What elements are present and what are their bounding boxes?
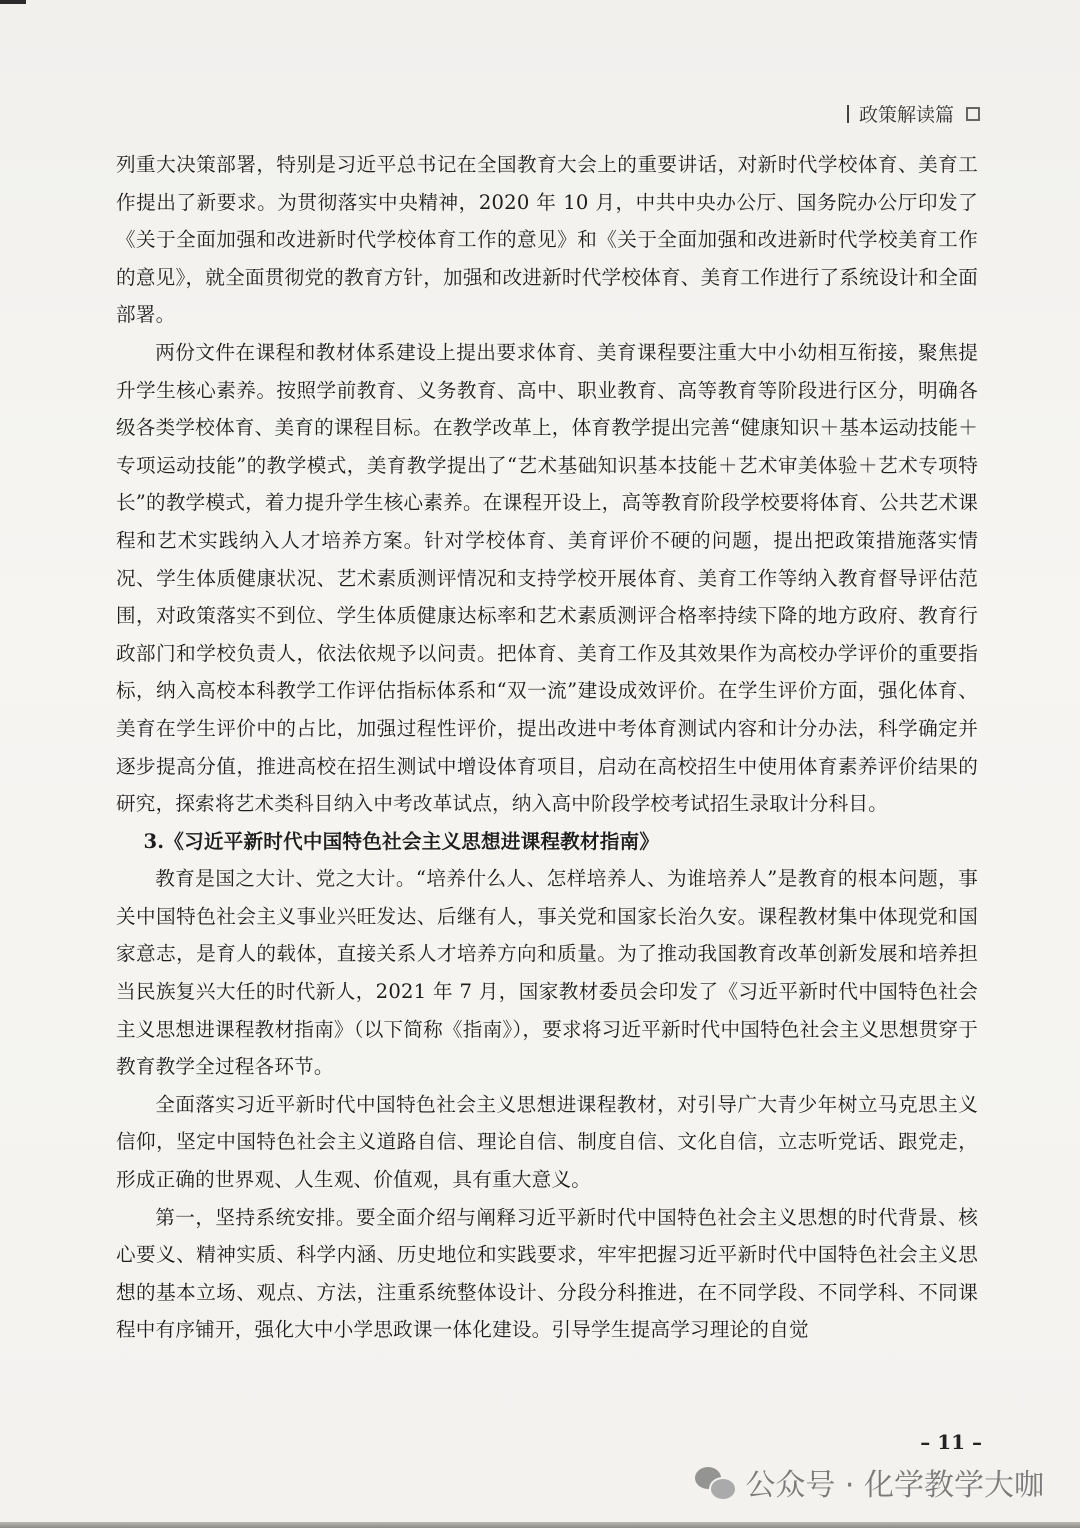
body-text: [116, 146, 978, 1349]
paragraph-continued: 列重大决策部署，特别是习近平总书记在全国教育大会上的重要讲话，对新时代学校体育、美育工作提出了新要求。为贯彻落实中央精神，2020 年 10 月，中共中央办公厅、国务院办公厅印发了《关于全面加强和改进新时代学校体育工作的意见》和《关于全面加强和改进新时代学校美育工作的意见》，就全面贯彻党的教育方针，加强和改进新时代学校体育、美育工作进行了系统设计和全面部署。: [116, 153, 978, 327]
paragraph: 全面落实习近平新时代中国特色社会主义思想进课程教材，对引导广大青少年树立马克思主义信仰，坚定中国特色社会主义道路自信、理论自信、制度自信、文化自信，立志听党话、跟党走，形成正确的世界观、人生观、价值观，具有重大意义。: [116, 1092, 978, 1192]
header-bar: [847, 105, 849, 123]
header-ornament-icon: [966, 107, 980, 121]
page-number: – 11 –: [920, 1430, 982, 1454]
paragraph: 两份文件在课程和教材体系建设上提出要求体育、美育课程要注重大中小幼相互衔接，聚焦提升学生核心素养。按照学前教育、义务教育、高中、职业教育、高等教育等阶段进行区分，明确各级各类学校体育、美育的课程目标。在教学改革上，体育教学提出完善“健康知识＋基本运动技能＋专项运动技能”的教学模式，美育教学提出了“艺术基础知识基本技能＋艺术审美体验＋艺术专项特长”的教学模式，着力提升学生核心素养。在课程开设上，高等教育阶段学校要将体育、公共艺术课程和艺术实践纳入人才培养方案。针对学校体育、美育评价不硬的问题，提出把政策措施落实情况、学生体质健康状况、艺术素质测评情况和支持学校开展体育、美育工作等纳入教育督导评估范围，对政策落实不到位、学生体质健康达标率和艺术素质测评合格率持续下降的地方政府、教育行政部门和学校负责人，依法依规予以问责。把体育、美育工作及其效果作为高校办学评价的重要指标，纳入高校本科教学工作评估指标体系和“双一流”建设成效评价。在学生评价方面，强化体育、美育在学生评价中的占比，加强过程性评价，提出改进中考体育测试内容和计分办法，科学确定并逐步提高分值，推进高校在招生测试中增设体育项目，启动在高校招生中使用体育素养评价结果的研究，探索将艺术类科目纳入中考改革试点，纳入高中阶段学校考试招生录取计分科目。: [116, 340, 978, 816]
page-bottom-edge: [0, 1522, 1080, 1528]
watermark: [695, 1460, 1044, 1504]
running-header: [847, 100, 980, 127]
watermark-text: 公众号 · 化学教学大咖: [745, 1468, 1044, 1503]
section-title: 政策解读篇: [858, 104, 954, 126]
wechat-icon: [695, 1465, 735, 1499]
paragraph: 第一，坚持系统安排。要全面介绍与阐释习近平新时代中国特色社会主义思想的时代背景、核心要义、精神实质、科学内涵、历史地位和实践要求，牢牢把握习近平新时代中国特色社会主义思想的基本立场、观点、方法，注重系统整体设计、分段分科推进，在不同学段、不同学科、不同课程中有序铺开，强化大中小学思政课一体化建设。引导学生提高学习理论的自觉: [116, 1205, 978, 1342]
paragraph: 教育是国之大计、党之大计。“培养什么人、怎样培养人、为谁培养人”是教育的根本问题，事关中国特色社会主义事业兴旺发达、后继有人，事关党和国家长治久安。课程教材集中体现党和国家意志，是育人的载体，直接关系人才培养方向和质量。为了推动我国教育改革创新发展和培养担当民族复兴大任的时代新人，2021 年 7 月，国家教材委员会印发了《习近平新时代中国特色社会主义思想进课程教材指南》（以下简称《指南》），要求将习近平新时代中国特色社会主义思想贯穿于教育教学全过程各环节。: [116, 867, 978, 1079]
section-heading: 3.《习近平新时代中国特色社会主义思想进课程教材指南》: [143, 829, 660, 853]
scan-corner-mark: [0, 0, 26, 4]
